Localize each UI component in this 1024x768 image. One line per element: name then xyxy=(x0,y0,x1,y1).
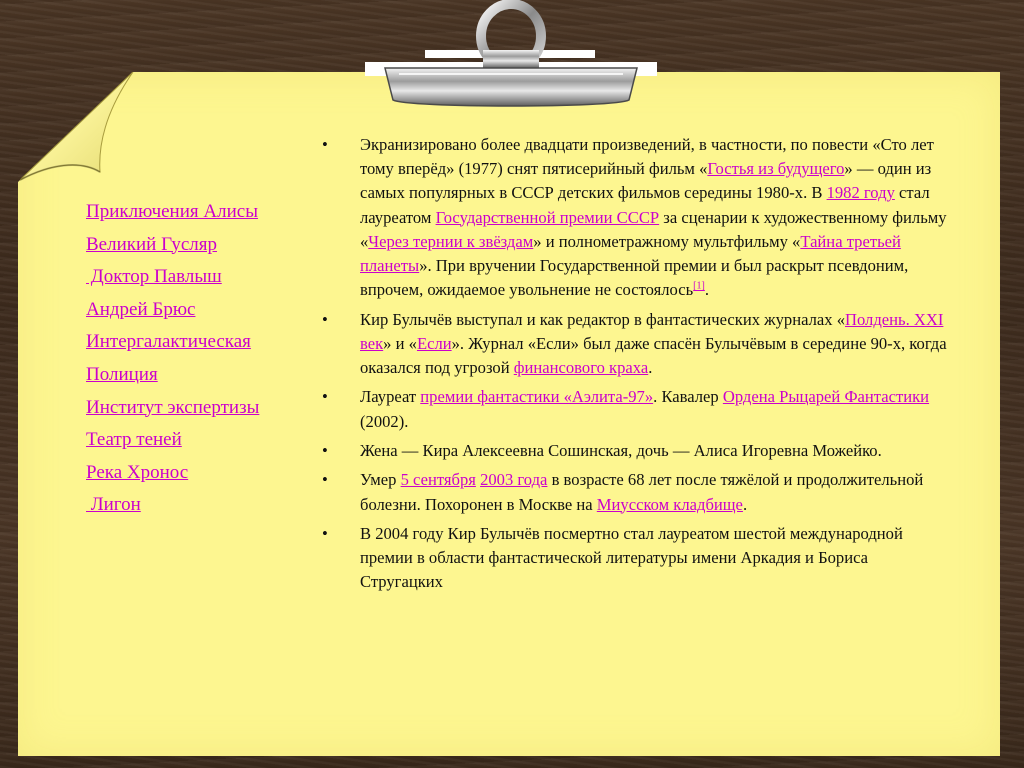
link-aelita-97[interactable]: премии фантастики «Аэлита-97» xyxy=(420,387,654,407)
nav-link-politsiya[interactable]: Полиция xyxy=(86,363,158,385)
text: . xyxy=(704,280,709,300)
text: (2002). xyxy=(360,411,409,431)
link-polden-xxi-vek[interactable]: Полдень. XXI век xyxy=(360,309,944,353)
bullet: • xyxy=(322,523,328,543)
text: Жена — Кира Алексеевна Сошинская, дочь — Алиса Игоревна Можейко. xyxy=(360,441,882,460)
left-navigation xyxy=(86,196,316,522)
text: ». Журнал «Если» был даже спасён Булычёвым в середине 90-х, когда оказался под угрозой xyxy=(360,333,947,378)
text: ». При вручении Государственной премии и был раскрыт псевдоним, впрочем, ожидаемое увольнение не состоялось xyxy=(360,256,909,300)
text: Лауреат xyxy=(360,387,421,407)
bullet: • xyxy=(322,470,328,490)
link-1982-god[interactable]: 1982 году xyxy=(826,183,895,203)
link-2003-goda[interactable]: 2003 года xyxy=(480,470,548,490)
text: . xyxy=(742,494,748,514)
link-cherez-ternii-k-zvezdam[interactable]: Через тернии к звёздам xyxy=(368,231,534,251)
nav-link-doktor-pavlysh[interactable]: Доктор Павлыш xyxy=(86,266,222,288)
nav-link-velikiy-guslyar[interactable]: Великий Гусляр xyxy=(86,233,217,255)
biography-content xyxy=(322,133,952,600)
nav-link-ligon[interactable]: Лигон xyxy=(86,494,141,516)
list-item-awards xyxy=(322,385,952,433)
nav-link-andrey-brus[interactable]: Андрей Брюс xyxy=(86,298,196,320)
list-item-adaptations xyxy=(322,133,952,302)
link-gos-premiya-sssr[interactable]: Государственной премии СССР xyxy=(435,207,660,227)
bullet: • xyxy=(322,309,328,329)
link-finansovogo-krakha[interactable]: финансового краха xyxy=(513,358,649,378)
bullet: • xyxy=(322,387,328,407)
footnote-ref-1[interactable]: [1] xyxy=(693,280,705,292)
page-curl-corner xyxy=(20,72,138,182)
link-gostya-iz-budushchego[interactable]: Гостья из будущего xyxy=(707,159,845,179)
list-item-family xyxy=(322,439,952,463)
link-miusskoe-kladbishche[interactable]: Миусском кладбище xyxy=(596,494,743,514)
text: в возрасте 68 лет после тяжёлой и продолжительной болезни. Похоронен в Москве на xyxy=(360,470,924,514)
text: . xyxy=(648,358,653,378)
link-orden-rytsarey-fantastiki[interactable]: Ордена Рыцарей Фантастики xyxy=(722,387,930,407)
link-tayna-tretey-planety[interactable]: Тайна третьей планеты xyxy=(360,231,901,276)
facts-list xyxy=(322,133,952,595)
nav-link-intergalakticheskaya[interactable]: Интергалактическая xyxy=(86,331,251,353)
text: . Кавалер xyxy=(653,387,723,407)
text: » и полнометражному мультфильму « xyxy=(533,231,801,251)
text: Экранизировано более двадцати произведений, в частности, по повести «Сто лет тому вперёд» (1977) снят пятисерийный фильм « xyxy=(360,135,934,179)
link-esli[interactable]: Если xyxy=(416,333,452,353)
bullet: • xyxy=(322,135,328,154)
list-item-posthumous-award xyxy=(322,522,952,595)
bullet: • xyxy=(322,441,328,460)
nav-link-teatr-teney[interactable]: Театр теней xyxy=(86,429,182,451)
text: » и « xyxy=(383,333,417,353)
text: за сценарии к художественному фильму « xyxy=(360,207,947,251)
text: Умер xyxy=(360,470,401,490)
text: Кир Булычёв выступал и как редактор в фантастических журналах « xyxy=(360,309,845,329)
text: В 2004 году Кир Булычёв посмертно стал лауреатом шестой международной премии в области фантастической литературы имени Аркадия и Бориса Стругацких xyxy=(360,523,903,592)
list-item-death xyxy=(322,468,952,516)
text: стал лауреатом xyxy=(360,183,930,227)
link-5-sentyabrya[interactable]: 5 сентября xyxy=(400,470,476,490)
nav-link-prikliucheniya-alisy[interactable]: Приключения Алисы xyxy=(86,201,258,222)
nav-link-institut-ekspertizy[interactable]: Институт экспертизы xyxy=(86,396,260,418)
binder-clip-icon xyxy=(365,0,657,112)
text: » — один из самых популярных в СССР детских фильмов середины 1980-х. В xyxy=(360,159,932,203)
nav-link-reka-khronos[interactable]: Река Хронос xyxy=(86,461,189,483)
list-item-editor xyxy=(322,308,952,381)
